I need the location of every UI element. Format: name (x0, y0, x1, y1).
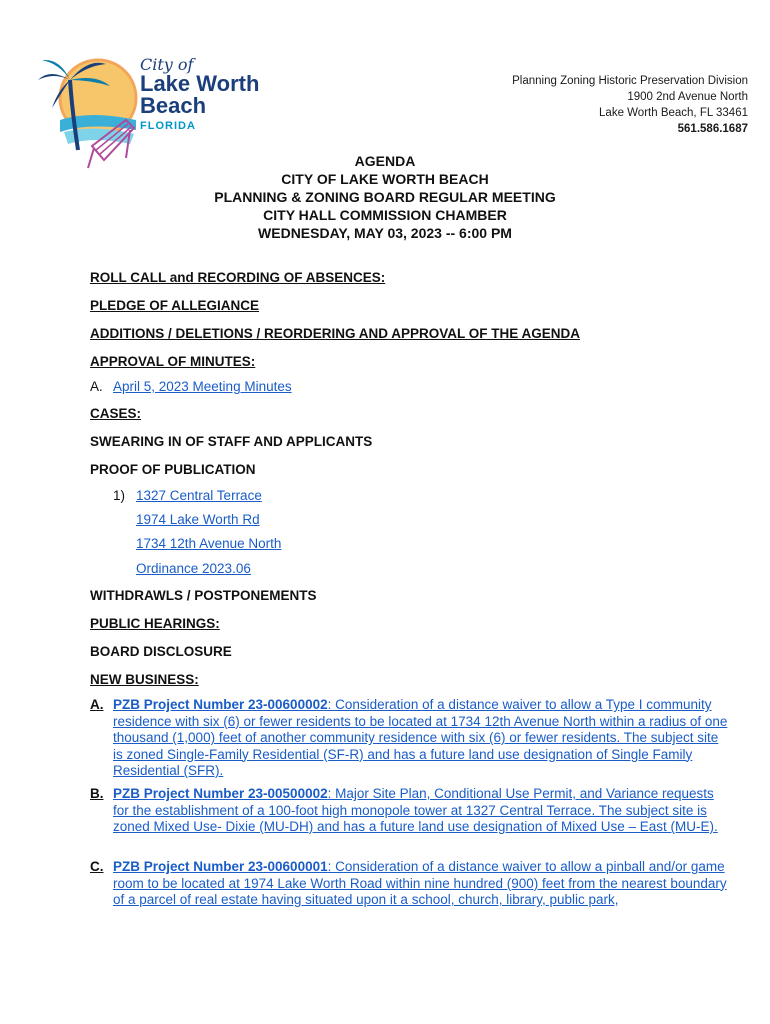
item-label: B. (90, 786, 104, 801)
proof-link-central-terrace[interactable]: 1327 Central Terrace (136, 488, 262, 503)
logo-state: FLORIDA (140, 120, 196, 132)
item-c-project: PZB Project Number 23-00600001 (113, 859, 328, 874)
item-b-link[interactable] (113, 786, 730, 836)
logo-name-line2: Beach (140, 93, 207, 118)
item-b-project: PZB Project Number 23-00500002 (113, 786, 328, 801)
location-heading: CITY HALL COMMISSION CHAMBER (263, 207, 507, 223)
item-c-link[interactable] (113, 859, 730, 909)
board-disclosure-heading: BOARD DISCLOSURE (90, 644, 232, 659)
swearing-heading: SWEARING IN OF STAFF AND APPLICANTS (90, 434, 373, 449)
new-business-item-b (90, 786, 730, 836)
agenda-title-block (0, 152, 770, 242)
minutes-label: A. (90, 379, 103, 394)
approval-minutes-heading: APPROVAL OF MINUTES: (90, 354, 256, 369)
april-minutes-link[interactable]: April 5, 2023 Meeting Minutes (113, 379, 292, 394)
phone-number: 561.586.1687 (677, 123, 748, 135)
item-b-description: : Major Site Plan, Conditional Use Permit, and Variance requests for the establishment of a 100-foot high monopole tower at 1327 Central Terrace. The subject site is zoned Mixed Use- Dixie (MU-DH) and has a future land use designation of Mixed Use – East (MU-E). (113, 786, 718, 834)
city-address: Lake Worth Beach, FL 33461 (599, 107, 748, 119)
item-a-project: PZB Project Number 23-00600002 (113, 697, 328, 712)
agenda-heading: AGENDA (354, 153, 416, 169)
division-name: Planning Zoning Historic Preservation Division (512, 75, 748, 87)
proof-heading: PROOF OF PUBLICATION (90, 462, 256, 477)
item-label: A. (90, 697, 104, 712)
item-c-description: : Consideration of a distance waiver to allow a pinball and/or game room to be located at 1974 Lake Worth Road within nine hundred (900) feet from the nearest boundary of a parcel of real estate having situated upon it a school, church, library, public park, (113, 859, 727, 907)
street-address: 1900 2nd Avenue North (627, 91, 748, 103)
logo-city-of: City of (140, 55, 194, 74)
additions-heading: ADDITIONS / DELETIONS / REORDERING AND APPROVAL OF THE AGENDA (90, 326, 581, 341)
item-label: C. (90, 859, 104, 874)
logo-wordmark (140, 57, 259, 132)
new-business-heading: NEW BUSINESS: (90, 672, 199, 687)
withdrawals-heading: WITHDRAWLS / POSTPONEMENTS (90, 588, 317, 603)
item-a-description: : Consideration of a distance waiver to allow a Type I community residence with six (6) or fewer residents to be located at 1734 12th Avenue North within a radius of one thousand (1,000) feet of another community residence with six (6) or fewer residents. The subject site is zoned Single-Family Residential (SF-R) and has a future land use designation of Single Family Residential (SFR). (113, 697, 728, 778)
proof-link-12th-avenue[interactable]: 1734 12th Avenue North (136, 536, 282, 551)
proof-number: 1) (113, 488, 126, 503)
cases-heading: CASES: (90, 406, 142, 421)
proof-link-lake-worth-rd[interactable]: 1974 Lake Worth Rd (136, 512, 260, 527)
meeting-heading: PLANNING & ZONING BOARD REGULAR MEETING (214, 189, 556, 205)
city-heading: CITY OF LAKE WORTH BEACH (281, 171, 489, 187)
public-hearings-heading: PUBLIC HEARINGS: (90, 616, 220, 631)
item-a-link[interactable] (113, 697, 730, 780)
proof-link-ordinance[interactable]: Ordinance 2023.06 (136, 561, 251, 576)
logo-name-line1: Lake Worth (140, 71, 260, 96)
division-address (512, 73, 748, 137)
new-business-item-c (90, 859, 730, 909)
pledge-heading: PLEDGE OF ALLEGIANCE (90, 298, 260, 313)
roll-call-heading: ROLL CALL and RECORDING OF ABSENCES: (90, 270, 386, 285)
date-heading: WEDNESDAY, MAY 03, 2023 -- 6:00 PM (258, 225, 512, 241)
new-business-item-a (90, 697, 730, 780)
